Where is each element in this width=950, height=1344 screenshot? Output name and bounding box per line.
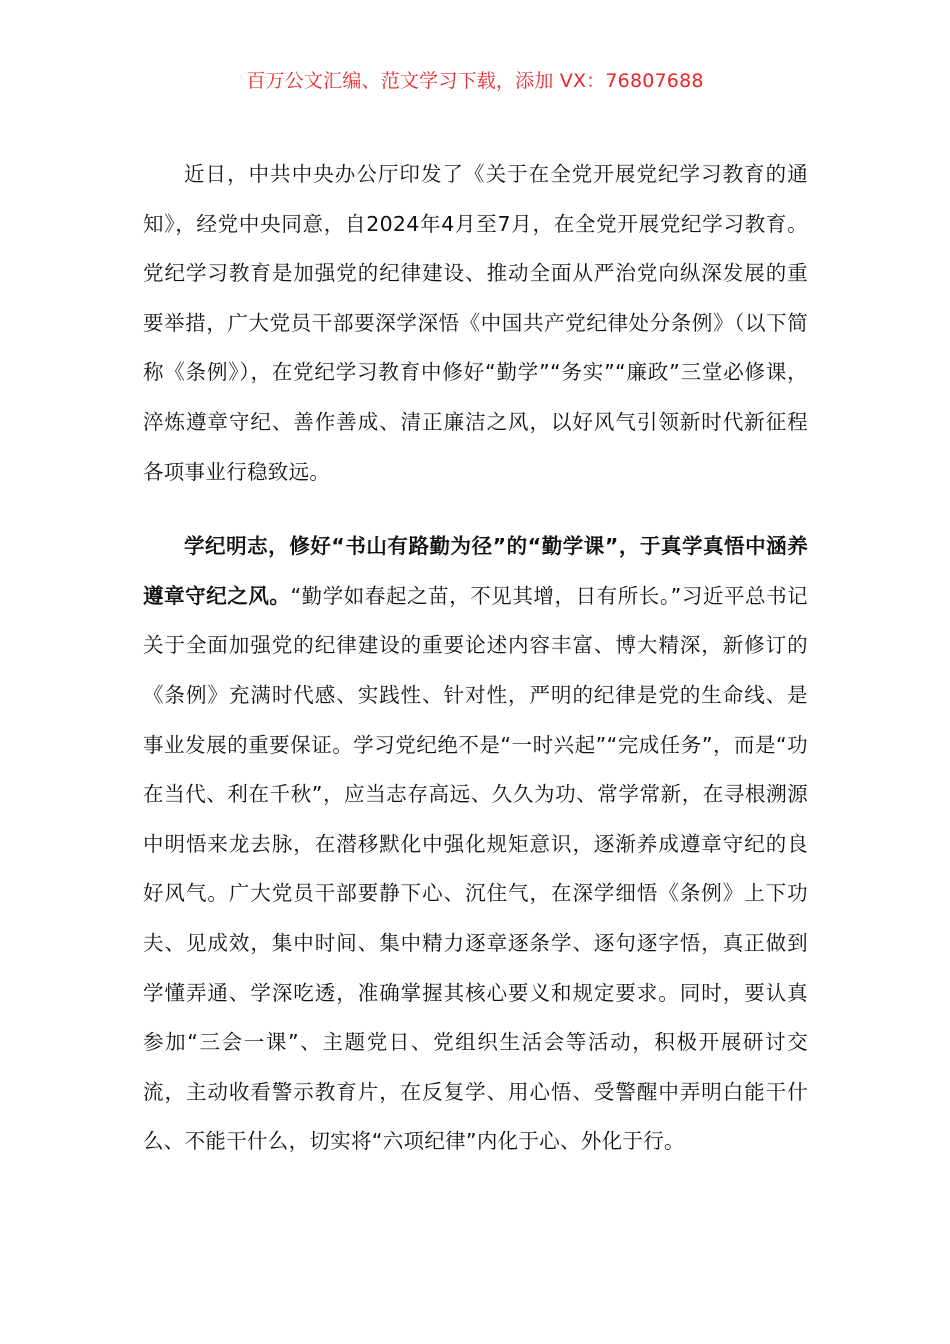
watermark-header: 百万公文汇编、范文学习下载，添加 VX：76807688 xyxy=(246,70,704,92)
paragraph-section-one-heading: 学纪明志，修好“书山有路勤为径”的“勤学课”，于真学真悟中涵养遵章守纪之风。 xyxy=(143,534,808,608)
paragraph-section-one-text: “勤学如春起之苗，不见其增，日有所长。”习近平总书记关于全面加强党的纪律建设的重要论述内容丰富、博大精深，新修订的《条例》充满时代感、实践性、针对性，严明的纪律是党的生命线、是事业发展的重要保证。学习党纪绝不是“一时兴起”“完成任务”，而是“功在当代、利在千秋”，应当志存高远、久久为功、常学常新，在寻根溯源中明悟来龙去脉，在潜移默化中强化规矩意识，逐渐养成遵章守纪的良好风气。广大党员干部要静下心、沉住气，在深学细悟《条例》上下功夫、见成效，集中时间、集中精力逐章逐条学、逐句逐字悟，真正做到学懂弄通、学深吃透，准确掌握其核心要义和规定要求。同时，要认真参加“三会一课”、主题党日、党组织生活会等活动，积极开展研讨交流，主动收看警示教育片，在反复学、用心悟、受警醒中弄明白能干什么、不能干什么，切实将“六项纪律”内化于心、外化于行。 xyxy=(143,583,808,1154)
paragraph-section-one xyxy=(143,522,808,1167)
paragraph-intro-text: 近日，中共中央办公厅印发了《关于在全党开展党纪学习教育的通知》，经党中央同意，自2024年4月至7月，在全党开展党纪学习教育。党纪学习教育是加强党的纪律建设、推动全面从严治党向纵深发展的重要举措，广大党员干部要深学深悟《中国共产党纪律处分条例》（以下简称《条例》），在党纪学习教育中修好“勤学”“务实”“廉政”三堂必修课，淬炼遵章守纪、善作善成、清正廉洁之风，以好风气引领新时代新征程各项事业行稳致远。 xyxy=(143,162,808,484)
paragraph-intro xyxy=(143,150,808,497)
document-body xyxy=(143,150,808,1167)
